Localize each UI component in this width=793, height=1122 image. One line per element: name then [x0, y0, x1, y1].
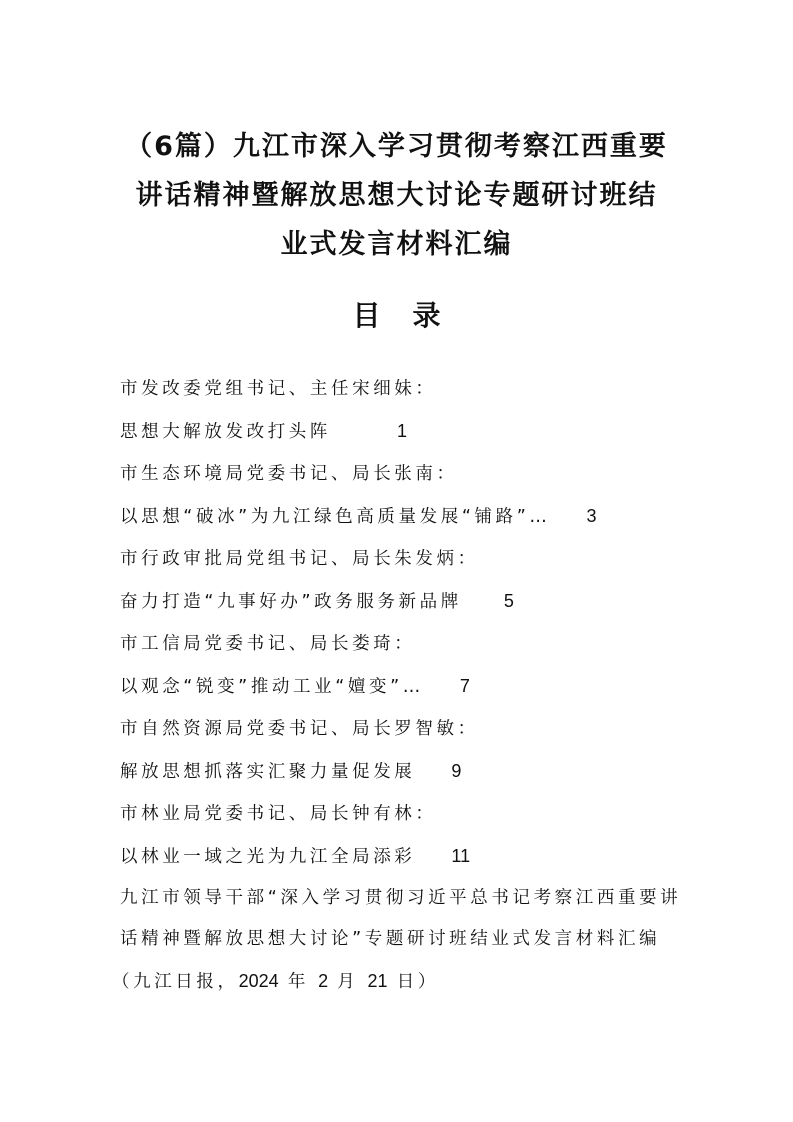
toc-speaker: 市生态环境局党委书记、局长张南： [120, 464, 458, 484]
toc-speaker: 市自然资源局党委书记、局长罗智敏： [120, 719, 479, 739]
toc-entry-title: 以观念“锐变”推动工业“嬗变”… [120, 677, 424, 697]
toc-entry-title: 解放思想抓落实汇聚力量促发展 [120, 762, 416, 782]
toc-speaker: 市行政审批局党组书记、局长朱发炳： [120, 549, 479, 569]
toc-page-number: 7 [459, 676, 470, 696]
toc-entry[interactable] [120, 750, 690, 793]
toc-page-number: 3 [586, 506, 597, 526]
source-day: 21 [367, 971, 388, 991]
year-unit: 年 [278, 972, 319, 992]
title-line: 讲话精神暨解放思想大讨论专题研讨班结 [135, 180, 658, 211]
toc-entry-title: 思想大解放发改打头阵 [120, 422, 331, 442]
source-paper: （九江日报， [112, 972, 239, 992]
source-month: 2 [318, 971, 329, 991]
source-year: 2024 [238, 971, 279, 991]
toc-page-number: 1 [397, 421, 408, 441]
month-unit: 月 [328, 972, 368, 992]
title-line: 业式发言材料汇编 [280, 229, 513, 260]
compilation-title: 九江市领导干部“深入学习贯彻习近平总书记考察江西重要讲话精神暨解放思想大讨论”专题研讨班结业式发言材料汇编 [120, 888, 682, 949]
table-of-contents [112, 368, 690, 1003]
toc-page-number: 5 [503, 591, 514, 611]
toc-speaker: 市工信局党委书记、局长娄琦： [120, 634, 416, 654]
toc-entry[interactable] [120, 410, 690, 453]
toc-heading: 目录 [352, 299, 473, 332]
toc-entry-title: 以林业一域之光为九江全局添彩 [120, 847, 416, 867]
toc-entry[interactable] [120, 495, 690, 538]
title-line: （6篇）九江市深入学习贯彻考察江西重要 [125, 131, 668, 162]
toc-entry[interactable] [120, 580, 690, 623]
toc-entry-title: 奋力打造“九事好办”政务服务新品牌 [120, 592, 462, 612]
toc-entry-title: 以思想“破冰”为九江绿色高质量发展“铺路”… [120, 507, 551, 527]
toc-entry[interactable] [120, 665, 690, 708]
toc-page-number: 11 [451, 846, 471, 866]
source-note [112, 960, 690, 1003]
toc-page-number: 9 [451, 761, 462, 781]
toc-speaker: 市林业局党委书记、局长钟有林： [120, 804, 437, 824]
toc-speaker: 市发改委党组书记、主任宋细妹： [120, 379, 437, 399]
document-title [0, 122, 793, 269]
toc-entry[interactable] [120, 835, 690, 878]
day-unit: 日） [387, 972, 439, 992]
